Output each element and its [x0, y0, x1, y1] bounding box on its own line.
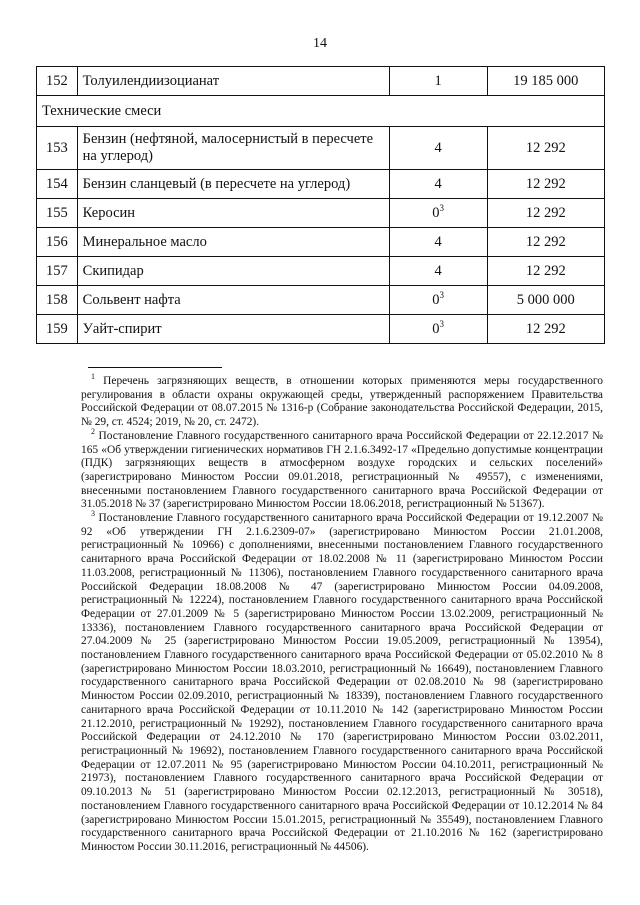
- row-number: 155: [37, 199, 78, 228]
- footnote-mark: 2: [91, 426, 95, 436]
- substance-name: Скипидар: [77, 257, 389, 286]
- substances-table: [36, 66, 605, 344]
- hazard-class-footnote-ref: 3: [439, 318, 444, 329]
- footnotes: [81, 372, 603, 855]
- substance-name: Толуилендиизоцианат: [77, 67, 389, 96]
- hazard-class-value: 4: [434, 175, 442, 192]
- table-row: [37, 228, 605, 257]
- footnote: [81, 372, 603, 430]
- table-row: [37, 315, 605, 344]
- coefficient-value: 12 292: [487, 127, 604, 170]
- table-row: [37, 199, 605, 228]
- row-number: 153: [37, 127, 78, 170]
- footnote-text: Перечень загрязняющих веществ, в отношении которых применяются меры государственного регулирования в области охраны окружающей среды, утвержденный распоряжением Правительства Российской Федерации от 08.07.2015 № 1316-р (Собрание законодательства Российской Федерации, 2015, № 29, ст. 4524; 2019, № 20, ст. 2472).: [81, 375, 603, 429]
- coefficient-value: 12 292: [487, 228, 604, 257]
- substance-name: Керосин: [77, 199, 389, 228]
- hazard-class: [389, 257, 487, 286]
- footnote-mark: 1: [91, 372, 95, 381]
- substance-name: Уайт-спирит: [77, 315, 389, 344]
- group-header-row: [37, 96, 605, 127]
- footnote: [81, 509, 603, 855]
- group-title: Технические смеси: [37, 96, 605, 127]
- table-row: [37, 286, 605, 315]
- hazard-class: [389, 127, 487, 170]
- hazard-class-footnote-ref: 3: [439, 289, 444, 300]
- hazard-class: [389, 199, 487, 228]
- hazard-class-value: 4: [434, 262, 442, 279]
- substance-name: Бензин (нефтяной, малосернистый в пересчете на углерод): [77, 127, 389, 170]
- table-row: [37, 67, 605, 96]
- footnote-text: Постановление Главного государственного санитарного врача Российской Федерации от 19.12.2007 № 92 «Об утверждении ГН 2.1.6.2309-07» (зарегистрировано Минюстом России 21.01.2008, регистрационный № 10966) с дополнениями, внесенными постановлением Главного государственного санитарного врача Российской Федерации от 18.02.2008 № 11 (зарегистрировано Минюстом России 11.03.2008, регистрационный № 11306), постановлением Главного государственного санитарного врача Российской Федерации 18.08.2008 № 47 (зарегистрировано Минюстом России 04.09.2008, регистрационный № 12224), постановлением Главного государственного санитарного врача Российской Федерации от 27.01.2009 № 5 (зарегистрировано Минюстом России 13.02.2009, регистрационный № 13336), постановлением Главного государственного санитарного врача Российской Федерации от 27.04.2009 № 25 (зарегистрировано Минюстом России 19.05.2009, регистрационный № 13954), постановлением Главного государственного санитарного врача Российской Федерации от 05.02.2010 № 8 (зарегистрировано Минюстом России 18.03.2010, регистрационный № 16649), постановлением Главного государственного санитарного врача Российской Федерации от 02.08.2010 № 98 (зарегистрировано Минюстом России 02.09.2010, регистрационный № 18339), постановлением Главного государственного санитарного врача Российской Федерации от 10.11.2010 № 142 (зарегистрировано Минюстом России 21.12.2010, регистрационный № 19292), постановлением Главного государственного санитарного врача Российской Федерации от 24.12.2010 № 170 (зарегистрировано Минюстом России 03.02.2011, регистрационный № 19692), постановлением Главного государственного санитарного врача Российской Федерации от 12.07.2011 № 95 (зарегистрировано Минюстом России 04.10.2011, регистрационный № 21973), постановлением Главного государственного санитарного врача Российской Федерации от 09.10.2013 № 51 (зарегистрировано Минюстом России 02.12.2013, регистрационный № 30518), постановлением Главного государственного санитарного врача Российской Федерации от 10.12.2014 № 84 (зарегистрировано Минюстом России 15.01.2015, регистрационный № 35549), постановлением Главного государственного санитарного врача Российской Федерации от 21.10.2016 № 162 (зарегистрировано Минюстом России 30.11.2016, регистрационный № 44506).: [81, 512, 603, 853]
- hazard-class-value: 0: [432, 204, 440, 221]
- table-row: [37, 257, 605, 286]
- substance-name: Бензин сланцевый (в пересчете на углерод): [77, 170, 389, 199]
- row-number: 152: [37, 67, 78, 96]
- coefficient-value: 12 292: [487, 257, 604, 286]
- table-row: [37, 170, 605, 199]
- footnote-mark: 3: [91, 509, 95, 519]
- row-number: 154: [37, 170, 78, 199]
- row-number: 159: [37, 315, 78, 344]
- substance-name: Сольвент нафта: [77, 286, 389, 315]
- coefficient-value: 19 185 000: [487, 67, 604, 96]
- hazard-class: [389, 315, 487, 344]
- page-number: 14: [313, 36, 327, 51]
- row-number: 157: [37, 257, 78, 286]
- hazard-class-value: 4: [434, 139, 442, 156]
- hazard-class-footnote-ref: 3: [439, 202, 444, 213]
- coefficient-value: 5 000 000: [487, 286, 604, 315]
- hazard-class: [389, 170, 487, 199]
- table-row: [37, 127, 605, 170]
- hazard-class-value: 1: [434, 72, 442, 89]
- substance-name: Минеральное масло: [77, 228, 389, 257]
- footnote-text: Постановление Главного государственного санитарного врача Российской Федерации от 22.12.2017 № 165 «Об утверждении гигиенических нормативов ГН 2.1.6.3492-17 «Предельно допустимые концентрации (ПДК) загрязняющих веществ в атмосферном воздухе городских и сельских поселений» (зарегистрировано Минюстом России 09.01.2018, регистрационный № 49557), с изменениями, внесенными постановлением Главного государственного санитарного врача Российской Федерации от 31.05.2018 № 37 (зарегистрировано Минюстом России 18.06.2018, регистрационный № 51367).: [81, 429, 603, 511]
- hazard-class-value: 0: [432, 320, 440, 337]
- hazard-class: [389, 228, 487, 257]
- hazard-class-value: 4: [434, 233, 442, 250]
- row-number: 156: [37, 228, 78, 257]
- coefficient-value: 12 292: [487, 315, 604, 344]
- hazard-class-value: 0: [432, 291, 440, 308]
- footnote: [81, 426, 603, 512]
- footnote-separator: [88, 367, 222, 368]
- hazard-class: [389, 67, 487, 96]
- coefficient-value: 12 292: [487, 170, 604, 199]
- hazard-class: [389, 286, 487, 315]
- row-number: 158: [37, 286, 78, 315]
- coefficient-value: 12 292: [487, 199, 604, 228]
